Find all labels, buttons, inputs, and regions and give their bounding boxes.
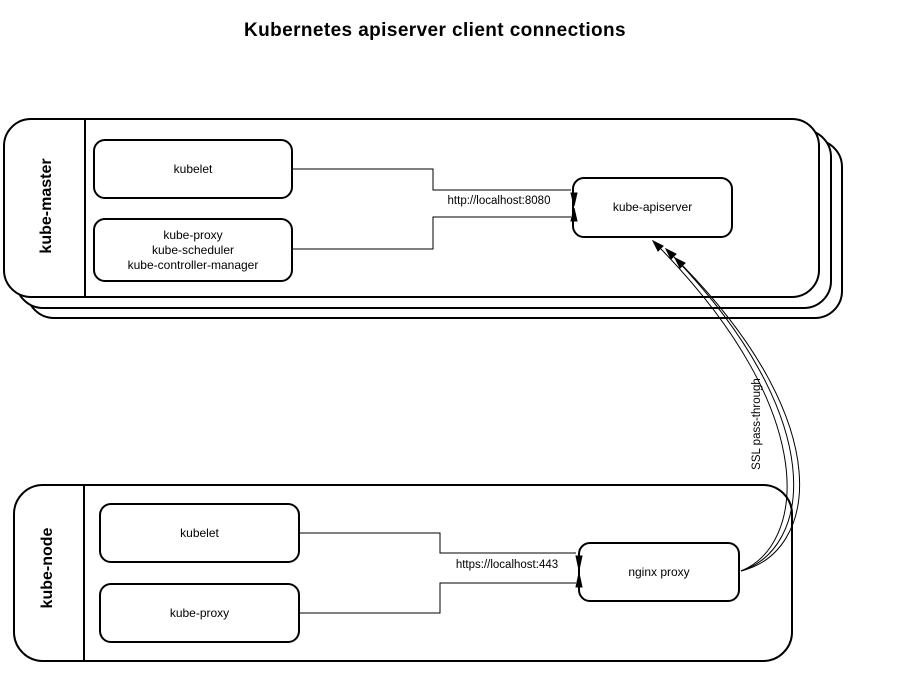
box-kubelet-master: [93, 139, 293, 199]
box-kube-apiserver-label: kube-apiserver: [612, 200, 693, 214]
controllers-line-kube-scheduler: kube-scheduler: [151, 242, 235, 257]
box-kube-proxy-node: [99, 583, 300, 643]
node-group-separator: [83, 485, 85, 661]
node-group-label: kube-node: [39, 527, 56, 609]
box-kubelet-master-label: kubelet: [173, 161, 213, 176]
controllers-line-kube-proxy: kube-proxy: [163, 227, 223, 242]
diagram-title: Kubernetes apiserver client connections: [244, 20, 626, 41]
edge-label-http-localhost-8080: http://localhost:8080: [447, 195, 551, 207]
controllers-line-kube-controller-manager: kube-controller-manager: [127, 257, 259, 272]
master-group-label: kube-master: [38, 158, 55, 254]
edge-label-https-localhost-443: https://localhost:443: [455, 559, 559, 571]
box-kubelet-node-label: kubelet: [180, 525, 219, 540]
master-group-separator: [84, 119, 86, 297]
box-nginx-proxy: [578, 542, 740, 602]
box-kube-apiserver: [572, 177, 733, 238]
box-nginx-proxy-label: nginx proxy: [628, 564, 690, 579]
box-controllers-master: [93, 218, 293, 282]
box-kubelet-node: [99, 503, 300, 563]
box-kube-proxy-node-label: kube-proxy: [169, 605, 230, 620]
edge-label-ssl-pass-through: SSL pass-through: [751, 378, 763, 470]
